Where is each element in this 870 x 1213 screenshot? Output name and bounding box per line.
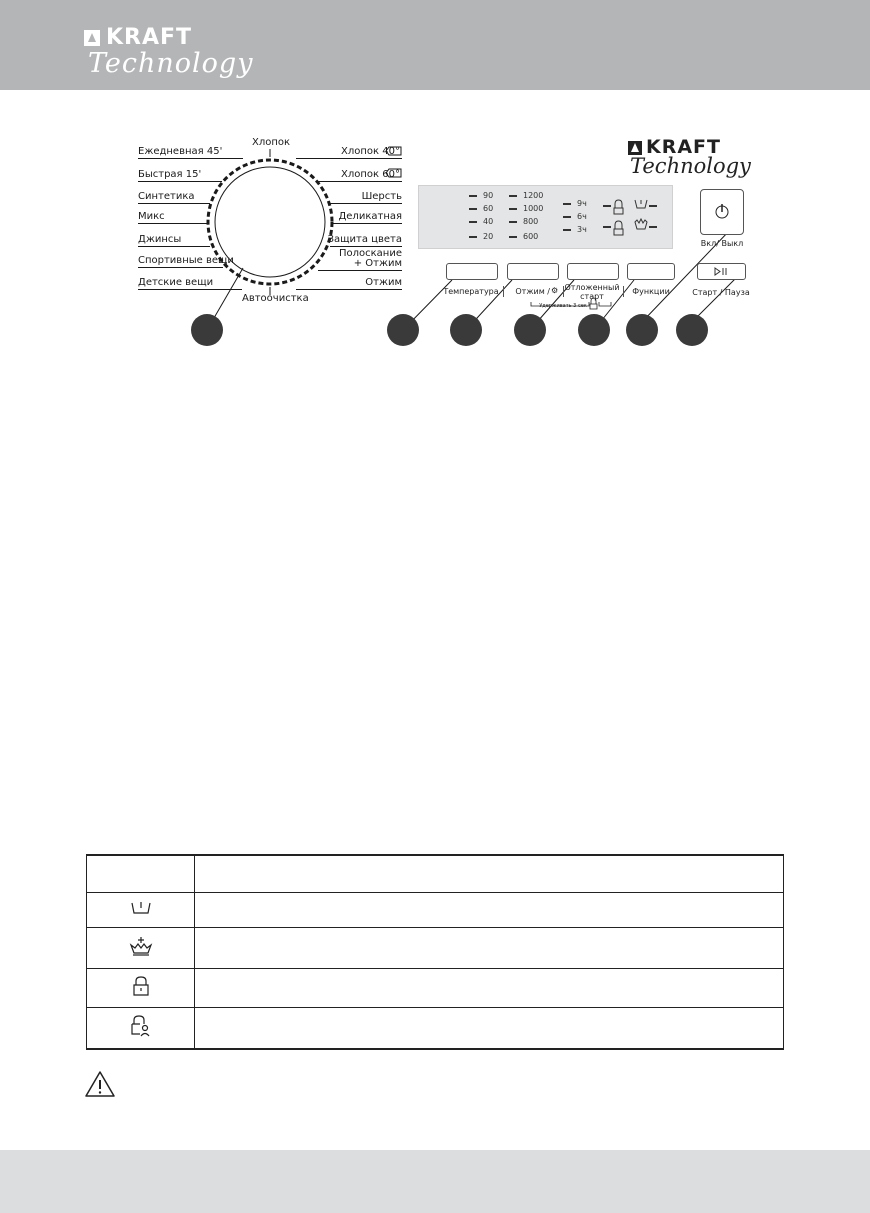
program-right-6-underline: [318, 270, 402, 271]
separator-1: [503, 286, 504, 297]
program-left-6: Спортивные вещи: [138, 255, 234, 266]
start-pause-label: Старт / Пауза: [692, 288, 750, 297]
speed-1000: 1000: [509, 204, 543, 213]
child-lock-icon: [129, 1014, 153, 1038]
callout-marker-7: [676, 314, 708, 346]
prewash-icon: [129, 899, 153, 917]
table-header-icon-cell: [87, 855, 195, 893]
display-extra-rinse-icon: [635, 219, 647, 229]
footer-band: [0, 1150, 870, 1213]
callout-marker-1: [191, 314, 223, 346]
program-left-7: Детские вещи: [138, 277, 214, 288]
program-right-4-underline: [332, 223, 402, 224]
table-header-row: [87, 855, 784, 893]
program-right-1-underline: [296, 158, 402, 159]
temp-90: 90: [469, 191, 493, 200]
panel-logo-script: Technology: [630, 154, 751, 178]
brand-word: KRAFT: [106, 25, 193, 50]
brand-script: Technology: [88, 48, 254, 79]
separator-3: [623, 286, 624, 297]
program-right-6b: + Отжим: [353, 258, 402, 269]
spin-button[interactable]: [507, 263, 559, 280]
door-lock-icon: [131, 975, 151, 997]
no-spin-icon: ⚙: [551, 286, 559, 295]
delay-start-label-2: старт: [580, 292, 604, 301]
callout-marker-3: [450, 314, 482, 346]
spin-button-label: Отжим /: [515, 287, 550, 296]
display-child-lock-icon: [614, 221, 623, 235]
table-desc-cell: [195, 969, 784, 1008]
program-left-4: Микс: [138, 211, 165, 222]
callout-marker-6: [626, 314, 658, 346]
display-door-lock-icon: [614, 200, 623, 214]
table-row: [87, 928, 784, 969]
panel-logo: [628, 136, 751, 182]
program-left-5: Джинсы: [138, 234, 182, 245]
speed-800: 800: [509, 217, 538, 226]
program-left-1-underline: [138, 158, 243, 159]
temperature-button[interactable]: [446, 263, 498, 280]
status-display: [418, 185, 673, 249]
program-right-3: Шерсть: [361, 191, 402, 202]
table-icon-cell: [87, 1008, 195, 1050]
table-row: [87, 969, 784, 1008]
temp-20: 20: [469, 232, 493, 241]
table-row: [87, 1008, 784, 1050]
program-left-2: Быстрая 15': [138, 169, 202, 180]
temp-40: 40: [469, 217, 493, 226]
speed-1200: 1200: [509, 191, 543, 200]
power-button-label: Вкл/ Выкл: [700, 239, 744, 248]
indicator-legend-table: [86, 854, 784, 1050]
program-left-1: Ежедневная 45': [138, 146, 223, 157]
panel-logo-mark: [628, 141, 642, 155]
table-desc-cell: [195, 928, 784, 969]
program-right-6: Полоскание: [338, 248, 402, 259]
panel-logo-word: KRAFT: [646, 136, 721, 158]
power-button[interactable]: [700, 189, 744, 235]
table-desc-cell: [195, 893, 784, 928]
program-left-2-underline: [138, 181, 222, 182]
start-pause-button[interactable]: [697, 263, 746, 280]
table-icon-cell: [87, 893, 195, 928]
temp-60: 60: [469, 204, 493, 213]
callout-marker-4: [514, 314, 546, 346]
delay-3h: 3ч: [563, 225, 587, 234]
program-right-3-underline: [330, 203, 402, 204]
display-prewash-icon: [635, 200, 647, 208]
program-right-7-underline: [296, 289, 402, 290]
program-left-3: Синтетика: [138, 191, 195, 202]
program-right-5: Защита цвета: [327, 234, 402, 245]
table-desc-cell: [195, 1008, 784, 1050]
program-left-6-underline: [138, 267, 223, 268]
program-right-7: Отжим: [365, 277, 402, 288]
warning-icon: [83, 1069, 117, 1099]
callout-marker-2: [387, 314, 419, 346]
delay-start-label-1: Отложенный: [564, 283, 620, 292]
table-row: [87, 893, 784, 928]
program-right-4: Деликатная: [338, 211, 402, 222]
table-icon-cell: [87, 969, 195, 1008]
temperature-button-label: Температура: [443, 287, 499, 296]
program-right-2: Хлопок 60°: [341, 169, 400, 180]
dial-bottom-label: Автоочистка: [242, 293, 309, 304]
program-right-2-underline: [318, 181, 402, 182]
table-header-desc-cell: [195, 855, 784, 893]
delay-start-button[interactable]: [567, 263, 619, 280]
program-left-7-underline: [138, 289, 242, 290]
play-pause-icon: [715, 268, 726, 275]
functions-button[interactable]: [627, 263, 675, 280]
table-icon-cell: [87, 928, 195, 969]
delay-6h: 6ч: [563, 212, 587, 221]
extra-rinse-icon: [128, 935, 154, 957]
program-left-3-underline: [138, 203, 210, 204]
callout-marker-5: [578, 314, 610, 346]
delay-9h: 9ч: [563, 199, 587, 208]
functions-button-label: Функции: [632, 287, 670, 296]
program-right-5-underline: [330, 246, 402, 247]
dial-top-label: Хлопок: [252, 137, 291, 148]
program-left-4-underline: [138, 223, 208, 224]
program-left-5-underline: [138, 246, 210, 247]
hold-3-sec-hint: Удерживать 3 сек: [539, 303, 587, 309]
speed-600: 600: [509, 232, 538, 241]
program-right-1: Хлопок 40°: [341, 146, 400, 157]
